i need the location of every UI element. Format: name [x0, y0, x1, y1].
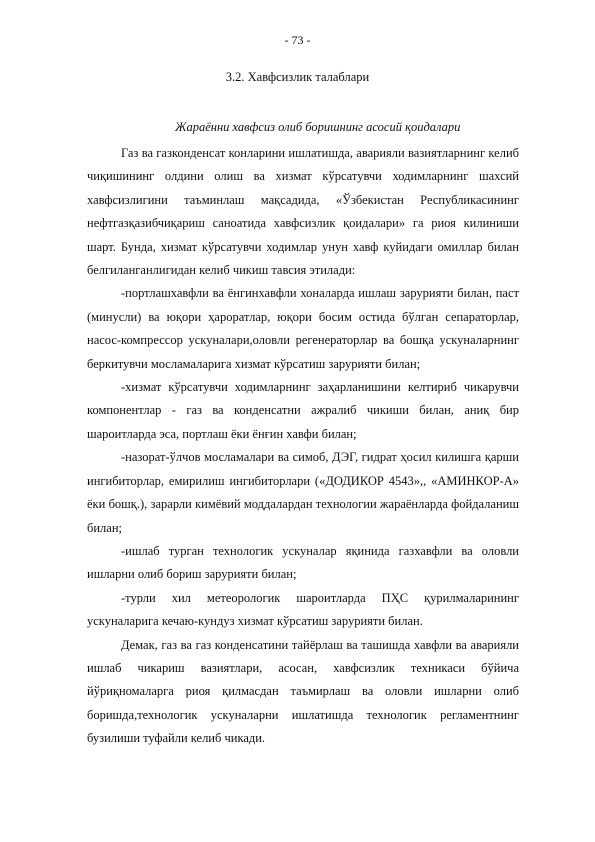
- body-text: [87, 142, 519, 751]
- paragraph-hazard-explosion: -портлашхавфли ва ёнгинхавфли хоналарда ишлаш зарурияти билан, паст (минусли) ва юқори ҳароратлар, юқори босим остида бўлган сепараторлар, насос-компрессор ускуналари,оловли регенераторлар ва бошқа ускуналарнинг беркитувчи мосламаларига хизмат кўрсатиш зарурияти билан;: [87, 286, 519, 371]
- paragraph-hazard-poisoning: -хизмат кўрсатувчи ходимларнинг заҳарланишини келтириб чикарувчи компонентлар - газ ва конденсатни ажралиб чикиши билан, аниқ бир шароитларда эса, портлаш ёки ёнғин хавфи билан;: [87, 380, 519, 441]
- paragraph-conclusion: Демак, газ ва газ конденсатини тайёрлаш ва ташишда хавфли ва аварияли ишлаб чикариш вазиятлари, асосан, хавфсизлик техникаси бўйича йўриқномаларга риоя қилмасдан таъмирлаш ва оловли ишларни олиб боришда,технологик ускуналарни ишлатишда технологик регламентнинг бузилиши туфайли келиб чикади.: [87, 637, 519, 746]
- section-title: 3.2. Хавфсизлик талаблари: [225, 70, 370, 84]
- paragraph-hazard-gas-work: -ишлаб турган технологик ускуналар яқинида газхавфли ва оловли ишларни олиб бориш зарурияти билан;: [87, 543, 519, 582]
- page-number: - 73 -: [284, 33, 311, 47]
- paragraph-hazard-chemicals: -назорат-ўлчов мосламалари ва симоб, ДЭГ, гидрат ҳосил килишга қарши ингибиторлар, емирилиш ингибиторлари («ДОДИКОР 4543»,, «АМИНКОР-А» ёки бошқ.), зарарли кимёвий моддалардан технологии жараёнларда фойдаланиш билан;: [87, 450, 519, 535]
- paragraph-intro: Газ ва газконденсат конларини ишлатишда, аварияли вазиятларнинг келиб чиқишининг олдини олиш ва хизмат кўрсатувчи ходимларнинг шахсий хавфсизлигини таъминлаш мақсадида, «Ўзбекистан Республикасининг нефтгазқазибчиқариш саноатида хавфсизлик қоидалари» га риоя килиниши шарт. Бунда, хизмат кўрсатувчи ходимлар унун хавф куйидаги омиллар билан белгиланганлигидан келиб чикиш тавсия этилади:: [87, 146, 519, 278]
- subsection-title: Жараённи хавфсиз олиб боришнинг асосий қоидалари: [175, 120, 461, 134]
- paragraph-hazard-weather: -турли хил метеорологик шароитларда ПҲС қурилмаларининг ускуналарига кечаю-кундуз хизмат кўрсатиш зарурияти билан.: [87, 590, 519, 629]
